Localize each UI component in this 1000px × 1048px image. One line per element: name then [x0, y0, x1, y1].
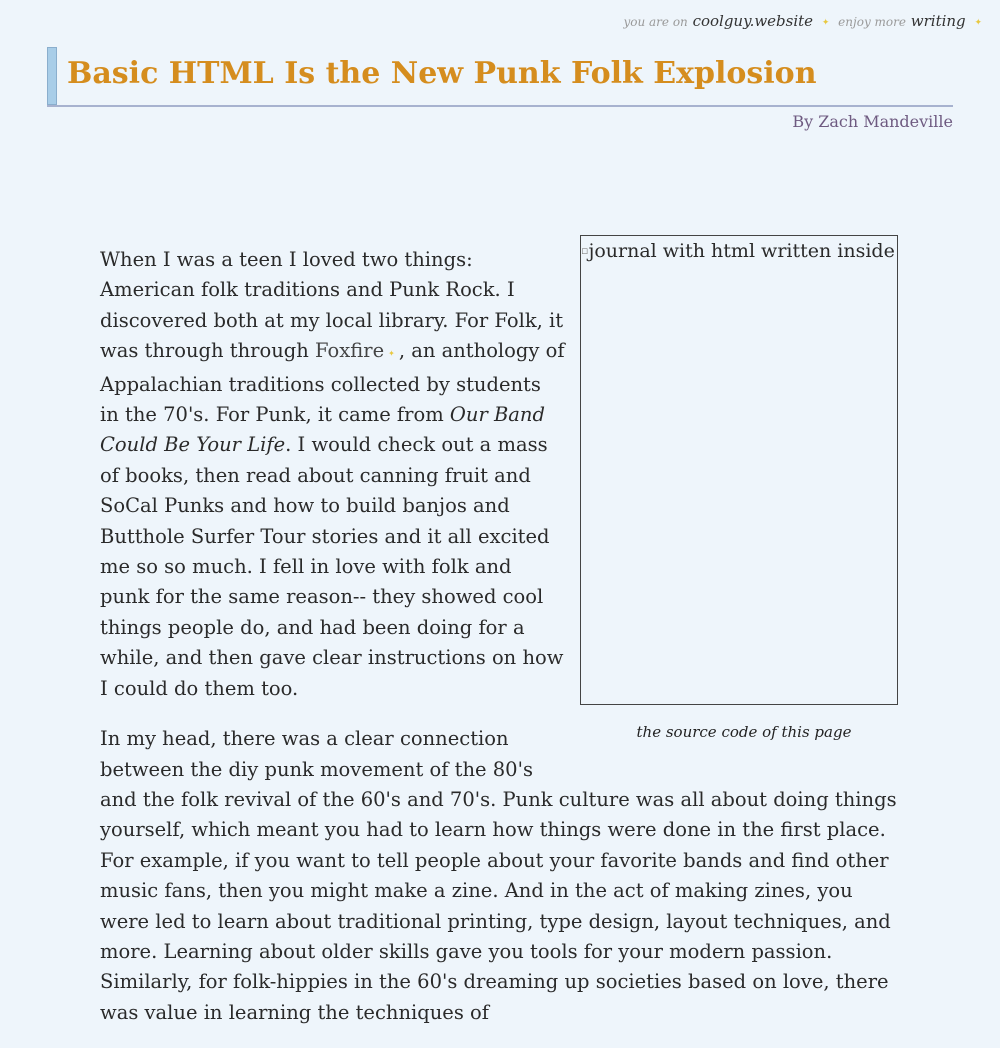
foxfire-link[interactable]: Foxfire ✦	[315, 339, 395, 363]
broken-image-icon: ▫	[581, 244, 589, 257]
page-title: Basic HTML Is the New Punk Folk Explosion	[67, 56, 817, 91]
image-alt-text: journal with html written inside	[588, 240, 895, 262]
title-accent-bar	[47, 47, 57, 105]
book-title: Our Band Could Be Your Life	[100, 403, 545, 457]
figure-caption: the source code of this page	[636, 723, 852, 741]
paragraph-2: In my head, there was a clear connection between the diy punk movement of the 80's and the folk revival of the 60's and 70's. Punk culture was all about doing things yourself, which meant you had to learn how things were done in the first place. For example, if you want to tell people about your favorite bands and find other music fans, then you might make a zine. And in the act of making zines, you were led to learn about traditional printing, type design, layout techniques, and more. Learning about older skills gave you tools for your modern passion. Similarly, for folk-hippies in the 60's dreaming up societies based on love, there was value in learning the techniques of	[100, 727, 897, 1024]
home-link[interactable]: coolguy.website	[692, 12, 814, 30]
byline: By Zach Mandeville	[792, 112, 953, 131]
site-breadcrumb	[623, 12, 986, 30]
paragraph-1: When I was a teen I loved two things: American folk traditions and Punk Rock. I discovered both at my local library. For Folk, it was through through Foxfire ✦ , an anthology of Appalachian traditions collected by students in the 70's. For Punk, it came from Our Band Could Be Your Life. I would check out a mass of books, then read about canning fruit and SoCal Punks and how to build banjos and Butthole Surfer Tour stories and it all excited me so so much. I fell in love with folk and punk for the same reason-- they showed cool things people do, and had been doing for a while, and then gave clear instructions on how I could do them too.	[100, 248, 565, 700]
sparkle-icon: ✦	[388, 349, 395, 359]
journal-image	[580, 235, 898, 705]
page-header	[47, 47, 953, 107]
article-body	[100, 240, 900, 1048]
sparkle-icon: ✦	[974, 18, 982, 28]
you-are-on-label: you are on	[623, 15, 688, 29]
writing-link[interactable]: writing	[910, 12, 966, 30]
article-figure	[579, 235, 909, 747]
sparkle-icon: ✦	[821, 18, 830, 28]
enjoy-more-label: enjoy more	[838, 15, 906, 29]
